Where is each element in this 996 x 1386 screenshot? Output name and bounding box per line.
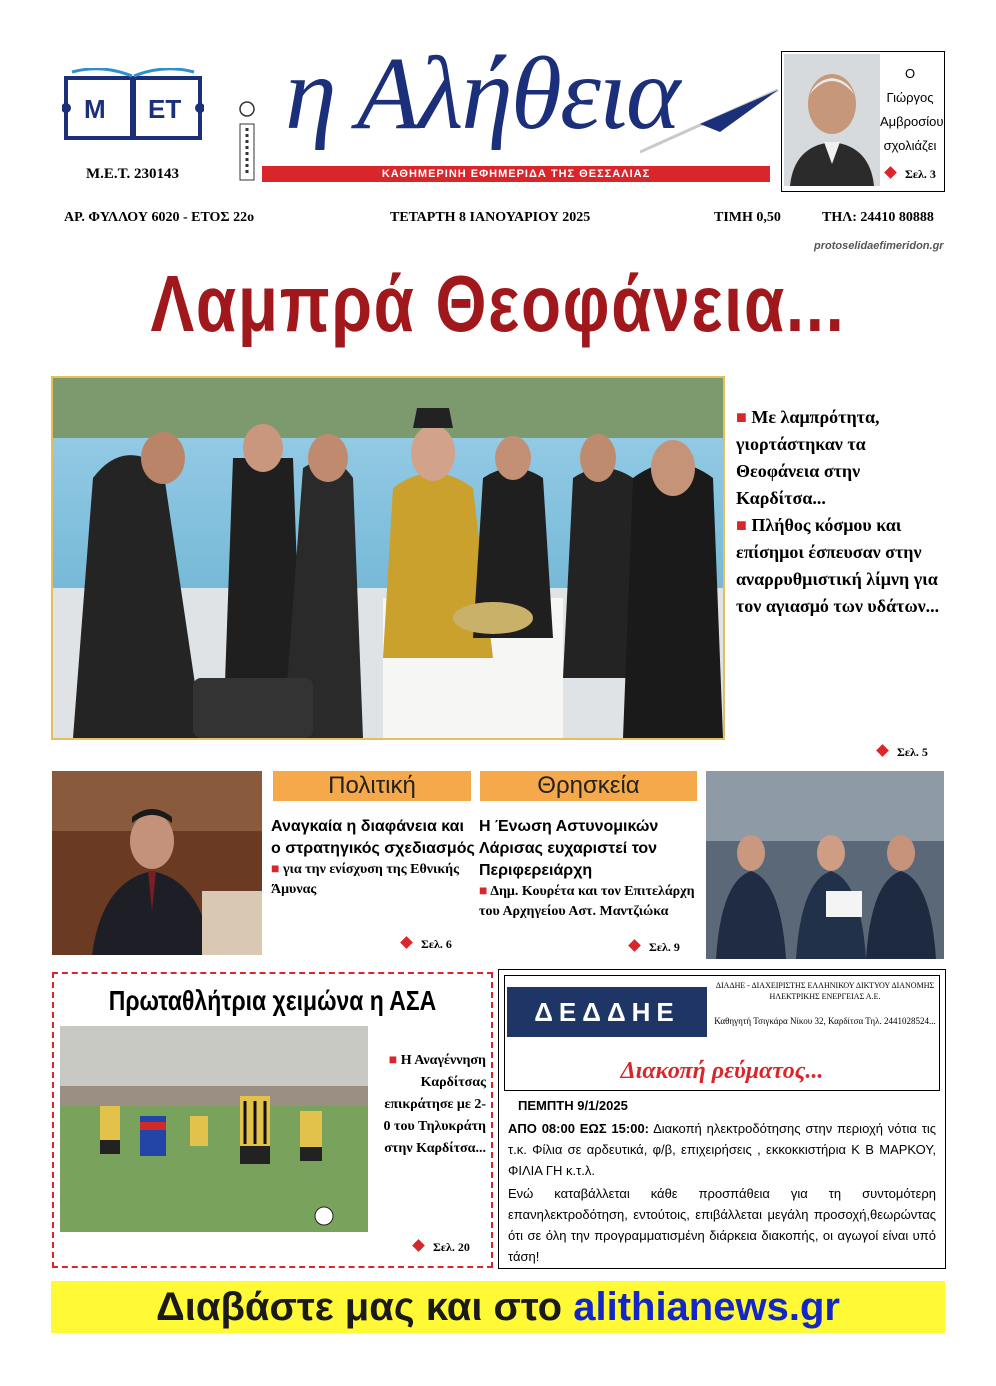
main-story-page-ref[interactable]: [878, 745, 928, 760]
diamond-icon: [884, 166, 897, 179]
religion-sub-text: Δημ. Κουρέτα και τον Επιτελάρχη του Αρχηγείου Αστ. Μαντζιώκα: [479, 884, 695, 919]
met-logo-left-letter: Μ: [84, 94, 106, 124]
religion-page-label: Σελ. 9: [649, 940, 680, 954]
diamond-icon: [876, 744, 889, 757]
met-logo: [62, 68, 204, 146]
politics-page-ref[interactable]: [402, 937, 452, 952]
website-banner[interactable]: [51, 1281, 945, 1333]
politics-sub-text: για την ενίσχυση της Εθνικής Άμυνας: [271, 862, 460, 897]
met-code: Μ.Ε.Τ. 230143: [86, 166, 180, 182]
deddie-address: Καθηγητή Τσιγκάρα Νίκου 32, Καρδίτσα Τηλ. 2441028524...: [714, 1016, 936, 1026]
deddie-body-2: Ενώ καταβάλλεται κάθε προσπάθεια για τη συντομότερη επανηλεκτροδότηση, εντούτοις, επιβάλλεται μεγάλη προσοχή,θεωρώντας ότι σε όλη την προγραμματισμένη διάρκεια διακοπής, οι αγωγοί είναι υπό τάση!: [508, 1186, 936, 1264]
seal-icon: [238, 100, 256, 182]
main-story-photo[interactable]: [51, 376, 725, 740]
phone-number: ΤΗΛ: 24410 80888: [822, 210, 934, 225]
section-tab-politics[interactable]: Πολιτική: [273, 771, 471, 801]
politics-title: Αναγκαία η διαφάνεια και ο στρατηγικός σχεδιασμός: [271, 818, 475, 857]
issue-number: ΑΡ. ΦΥΛΛΟΥ 6020 - ΕΤΟΣ 22ο: [64, 210, 255, 225]
columnist-page-ref[interactable]: [886, 167, 936, 182]
website-url-link[interactable]: alithianews.gr: [573, 1285, 840, 1329]
politics-sub: [271, 860, 476, 900]
section-tab-religion[interactable]: Θρησκεία: [480, 771, 697, 801]
masthead-swoosh: [640, 84, 780, 159]
columnist-page-label: Σελ. 3: [905, 167, 936, 181]
main-bullet-2: [736, 512, 946, 620]
deddie-body-1: [508, 1118, 936, 1181]
main-bullet-2-text: Πλήθος κόσμου και επίσημοι έσπευσαν στην αναρρυθμιστική λίμνη για τον αγιασμό των υδάτων...: [736, 515, 940, 616]
diamond-icon: [400, 936, 413, 949]
issue-price: ΤΙΜΗ 0,50: [714, 210, 781, 225]
columnist-line-2: Αμβροσίου: [880, 114, 944, 129]
met-logo-right-letters: ΕΤ: [148, 94, 182, 124]
bullet-icon: ■: [388, 1053, 401, 1068]
politics-page-label: Σελ. 6: [421, 937, 452, 951]
bullet-icon: ■: [736, 515, 752, 535]
masthead-subtitle: ΚΑΘΗΜΕΡΙΝΗ ΕΦΗΜΕΡΙΔΑ ΤΗΣ ΘΕΣΣΑΛΙΑΣ: [262, 166, 770, 182]
bullet-icon: ■: [479, 884, 491, 899]
sports-page-label: Σελ. 20: [433, 1240, 470, 1254]
masthead-title: η Αλήθεια: [285, 36, 679, 151]
sports-page-ref[interactable]: [414, 1240, 470, 1255]
issue-date: ΤΕΤΑΡΤΗ 8 ΙΑΝΟΥΑΡΙΟΥ 2025: [390, 210, 591, 225]
columnist-photo: [784, 54, 880, 186]
deddie-body-1-text: Διακοπή ηλεκτροδότησης στην περιοχή νότια τις τ.κ. Φίλια σε αρδευτικά, φ/β, επιχειρήσεις , εκκοκκιστήρια Κ Β ΜΑΡΚΟΥ, ΦΙΛΙΑ ΓΗ κ.τ.λ.: [508, 1121, 936, 1178]
religion-title: Η Ένωση Αστυνομικών Λάρισας ευχαριστεί τον Περιφερειάρχη: [479, 818, 659, 879]
source-watermark: protoselidaefimeridon.gr: [814, 240, 944, 252]
deddie-time-label: ΑΠΟ 08:00 ΕΩΣ 15:00:: [508, 1121, 650, 1136]
deddie-date: ΠΕΜΠΤΗ 9/1/2025: [518, 1098, 628, 1113]
website-banner-prefix: Διαβάστε μας και στο: [156, 1285, 563, 1329]
deddie-outage-title: Διακοπή ρεύματος...: [620, 1058, 824, 1084]
columnist-line-3: σχολιάζει: [883, 138, 937, 153]
bullet-icon: ■: [736, 407, 752, 427]
sports-title: Πρωταθλήτρια χειμώνα η ΑΣΑ: [108, 985, 437, 1016]
main-bullet-1-text: Με λαμπρότητα, γιορτάστηκαν τα Θεοφάνεια στην Καρδίτσα...: [736, 407, 880, 508]
religion-sub: [479, 882, 701, 922]
main-headline[interactable]: Λαμπρά Θεοφάνεια...: [150, 259, 846, 348]
main-story-caption: [736, 404, 946, 620]
columnist-teaser: [880, 62, 944, 158]
religion-page-ref[interactable]: [630, 940, 680, 955]
politics-story[interactable]: [271, 816, 476, 900]
bullet-icon: ■: [271, 862, 283, 877]
sports-caption: [378, 1050, 486, 1160]
religion-story[interactable]: [479, 816, 701, 922]
sports-caption-text: Η Αναγέννηση Καρδίτσας επικράτησε με 2-0 του Τηλυκράτη στην Καρδίτσα...: [383, 1053, 486, 1156]
politics-photo[interactable]: [52, 771, 262, 955]
main-bullet-1: [736, 404, 946, 512]
sports-photo[interactable]: [60, 1026, 368, 1232]
main-story-page-label: Σελ. 5: [897, 745, 928, 759]
deddie-org-name: ΔΙΑΔΗΕ - ΔΙΑΧΕΙΡΙΣΤΗΣ ΕΛΛΗΝΙΚΟΥ ΔΙΚΤΥΟΥ ΔΙΑΝΟΜΗΣ ΗΛΕΚΤΡΙΚΗΣ ΕΝΕΡΓΕΙΑΣ Α.Ε.: [715, 981, 935, 1001]
police-photo[interactable]: [706, 771, 944, 959]
diamond-icon: [412, 1239, 425, 1252]
deddie-logo: ΔΕΔΔΗΕ: [507, 987, 707, 1037]
columnist-line-1: Ο Γιώργος: [886, 66, 934, 105]
diamond-icon: [628, 939, 641, 952]
